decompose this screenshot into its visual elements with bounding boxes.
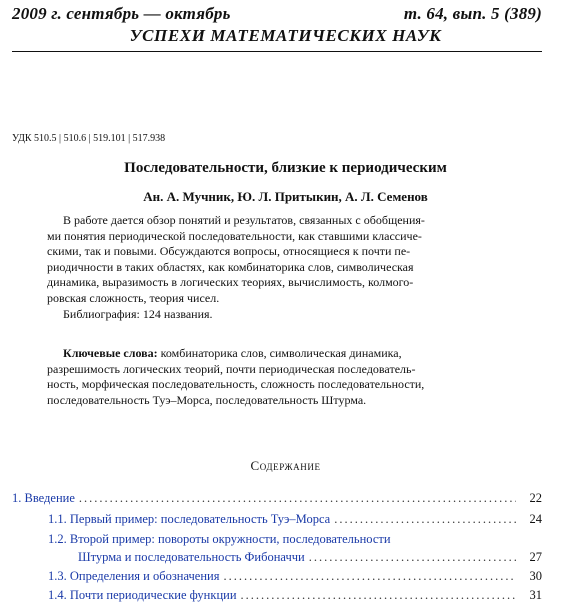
toc-link[interactable]: 1.2. Второй пример: повороты окружности, последовательности xyxy=(48,532,391,546)
toc-item-circle-rotations-line1[interactable] xyxy=(48,532,542,547)
running-header xyxy=(12,4,542,24)
abstract xyxy=(47,213,504,322)
article-authors: Ан. А. Мучник, Ю. Л. Притыкин, А. Л. Семенов xyxy=(143,189,428,204)
journal-title: УСПЕХИ МАТЕМАТИЧЕСКИХ НАУК xyxy=(129,26,442,45)
issue-volume: т. 64, вып. 5 (389) xyxy=(403,4,542,23)
toc-page-number: 24 xyxy=(529,512,542,526)
article-title: Последовательности, близкие к периодическим xyxy=(124,160,447,176)
keywords-line: разрешимость логических теорий, почти периодическая последователь- xyxy=(47,361,416,376)
toc-item-thue-morse[interactable] xyxy=(48,512,542,527)
header-rule xyxy=(12,51,542,52)
keywords-line: ность, морфическая последовательность, сложность последовательности, xyxy=(47,377,425,392)
toc-leader-dots xyxy=(223,569,516,584)
abstract-line: динамика, выразимость в логических теориях, вычислимость, колмого- xyxy=(47,275,414,290)
keywords-line: последовательность Туэ–Морса, последовательность Штурма. xyxy=(47,392,367,407)
toc-page-number: 22 xyxy=(529,491,542,505)
keywords xyxy=(47,346,504,408)
toc-link[interactable]: 1.1. Первый пример: последовательность Туэ–Морса xyxy=(48,512,331,526)
abstract-line: ми понятия периодической последовательности, как ставшими классиче- xyxy=(47,228,422,243)
toc-link[interactable]: 1.4. Почти периодические функции xyxy=(48,588,237,602)
toc-link[interactable]: 1. Введение xyxy=(12,491,75,505)
keywords-text: комбинаторика слов, символическая динамика, xyxy=(157,346,402,360)
toc-link[interactable]: Штурма и последовательность Фибоначчи xyxy=(78,550,305,564)
toc-page-number: 30 xyxy=(529,569,542,583)
issue-date: 2009 г. сентябрь — октябрь xyxy=(12,4,231,23)
toc-link[interactable]: 1.3. Определения и обозначения xyxy=(48,569,220,583)
abstract-line: риодичности в таких областях, как комбинаторика слов, символическая xyxy=(47,259,414,274)
toc-item-definitions[interactable] xyxy=(48,569,542,584)
toc-item-circle-rotations-line2[interactable] xyxy=(78,550,542,565)
bibliography-count: Библиография: 124 названия. xyxy=(63,306,213,321)
udc-code: УДК 510.5 | 510.6 | 519.101 | 517.938 xyxy=(12,133,166,144)
toc-page-number: 27 xyxy=(529,550,542,564)
toc-page-number: 31 xyxy=(529,588,542,602)
abstract-line: ровская сложность, теория чисел. xyxy=(47,290,220,305)
toc-leader-dots xyxy=(334,512,516,527)
toc-leader-dots xyxy=(79,491,516,506)
keywords-label: Ключевые слова: xyxy=(63,346,158,360)
abstract-line: В работе дается обзор понятий и результатов, связанных с обобщения- xyxy=(63,213,425,227)
abstract-line: скими, так и повыми. Обсуждаются вопросы, относящиеся к почти пе- xyxy=(47,244,411,259)
toc-item-introduction[interactable] xyxy=(12,491,542,506)
keywords-line xyxy=(47,346,504,362)
toc-leader-dots xyxy=(309,550,516,565)
contents-heading: Содержание xyxy=(250,458,321,473)
